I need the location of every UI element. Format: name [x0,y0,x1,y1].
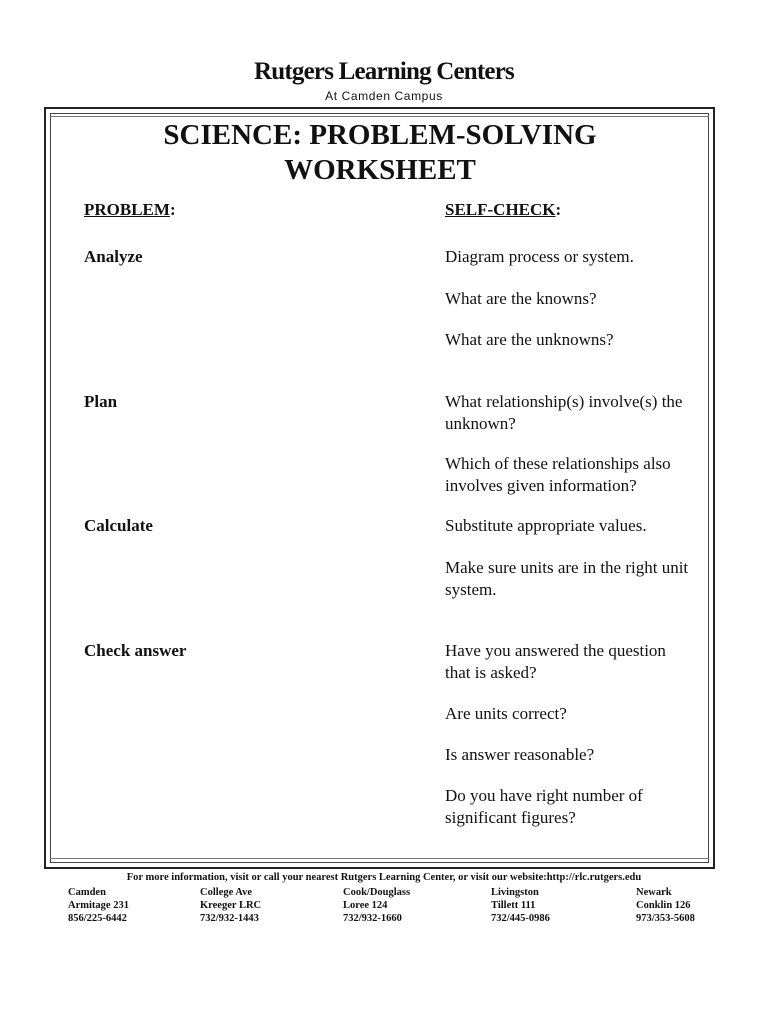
center-title: Rutgers Learning Centers [254,58,514,85]
step-check-answer: Check answer [84,641,187,660]
check-item: Which of these relationships also involves given information? [445,454,671,495]
selfcheck-heading-wrap [445,200,561,220]
problem-heading-wrap [84,200,176,220]
location-cook-douglass [343,886,410,925]
campus-subtitle: At Camden Campus [325,89,443,103]
location-campus: College Ave [200,887,252,898]
location-phone: 732/932-1443 [200,913,259,924]
check-item: Are units correct? [445,704,567,723]
check-item: What are the knowns? [445,289,597,308]
problem-heading-colon: : [169,200,176,219]
location-phone: 732/932-1660 [343,913,402,924]
location-phone: 973/353-5608 [636,913,695,924]
location-newark [636,886,695,925]
worksheet-title-line2: WORKSHEET [284,154,476,186]
worksheet-title-line1: SCIENCE: PROBLEM-SOLVING [163,119,597,151]
step-analyze: Analyze [84,247,143,266]
problem-heading: PROBLEM [84,200,170,219]
selfcheck-heading-colon: : [555,200,562,219]
location-camden [68,886,129,925]
footer-info: For more information, visit or call your nearest Rutgers Learning Center, or visit our website:http://rlc.rutgers.edu [126,872,642,883]
check-item: What relationship(s) involve(s) the unknown? [445,392,683,433]
location-college-ave [200,886,261,925]
location-room: Kreeger LRC [200,900,262,911]
location-phone: 732/445-0986 [491,913,550,924]
check-item: What are the unknowns? [445,330,614,349]
location-phone: 856/225-6442 [68,913,127,924]
frame-top-rule [50,116,709,117]
check-item: Make sure units are in the right unit system. [445,558,689,599]
step-plan: Plan [84,392,118,411]
check-item: Do you have right number of significant figures? [445,786,643,827]
selfcheck-heading: SELF-CHECK [445,200,556,219]
location-room: Armitage 231 [68,900,129,911]
location-campus: Newark [636,887,672,898]
check-item: Have you answered the question that is asked? [445,641,666,682]
check-item: Is answer reasonable? [445,745,595,764]
location-campus: Cook/Douglass [343,887,411,898]
frame-bottom-rule [50,858,709,859]
step-calculate: Calculate [84,516,153,535]
location-room: Conklin 126 [636,900,691,911]
location-campus: Livingston [491,887,539,898]
location-room: Tillett 111 [491,900,536,911]
check-item: Diagram process or system. [445,247,634,266]
location-room: Loree 124 [343,900,388,911]
location-campus: Camden [68,887,106,898]
check-item: Substitute appropriate values. [445,516,647,535]
location-livingston [491,886,550,925]
